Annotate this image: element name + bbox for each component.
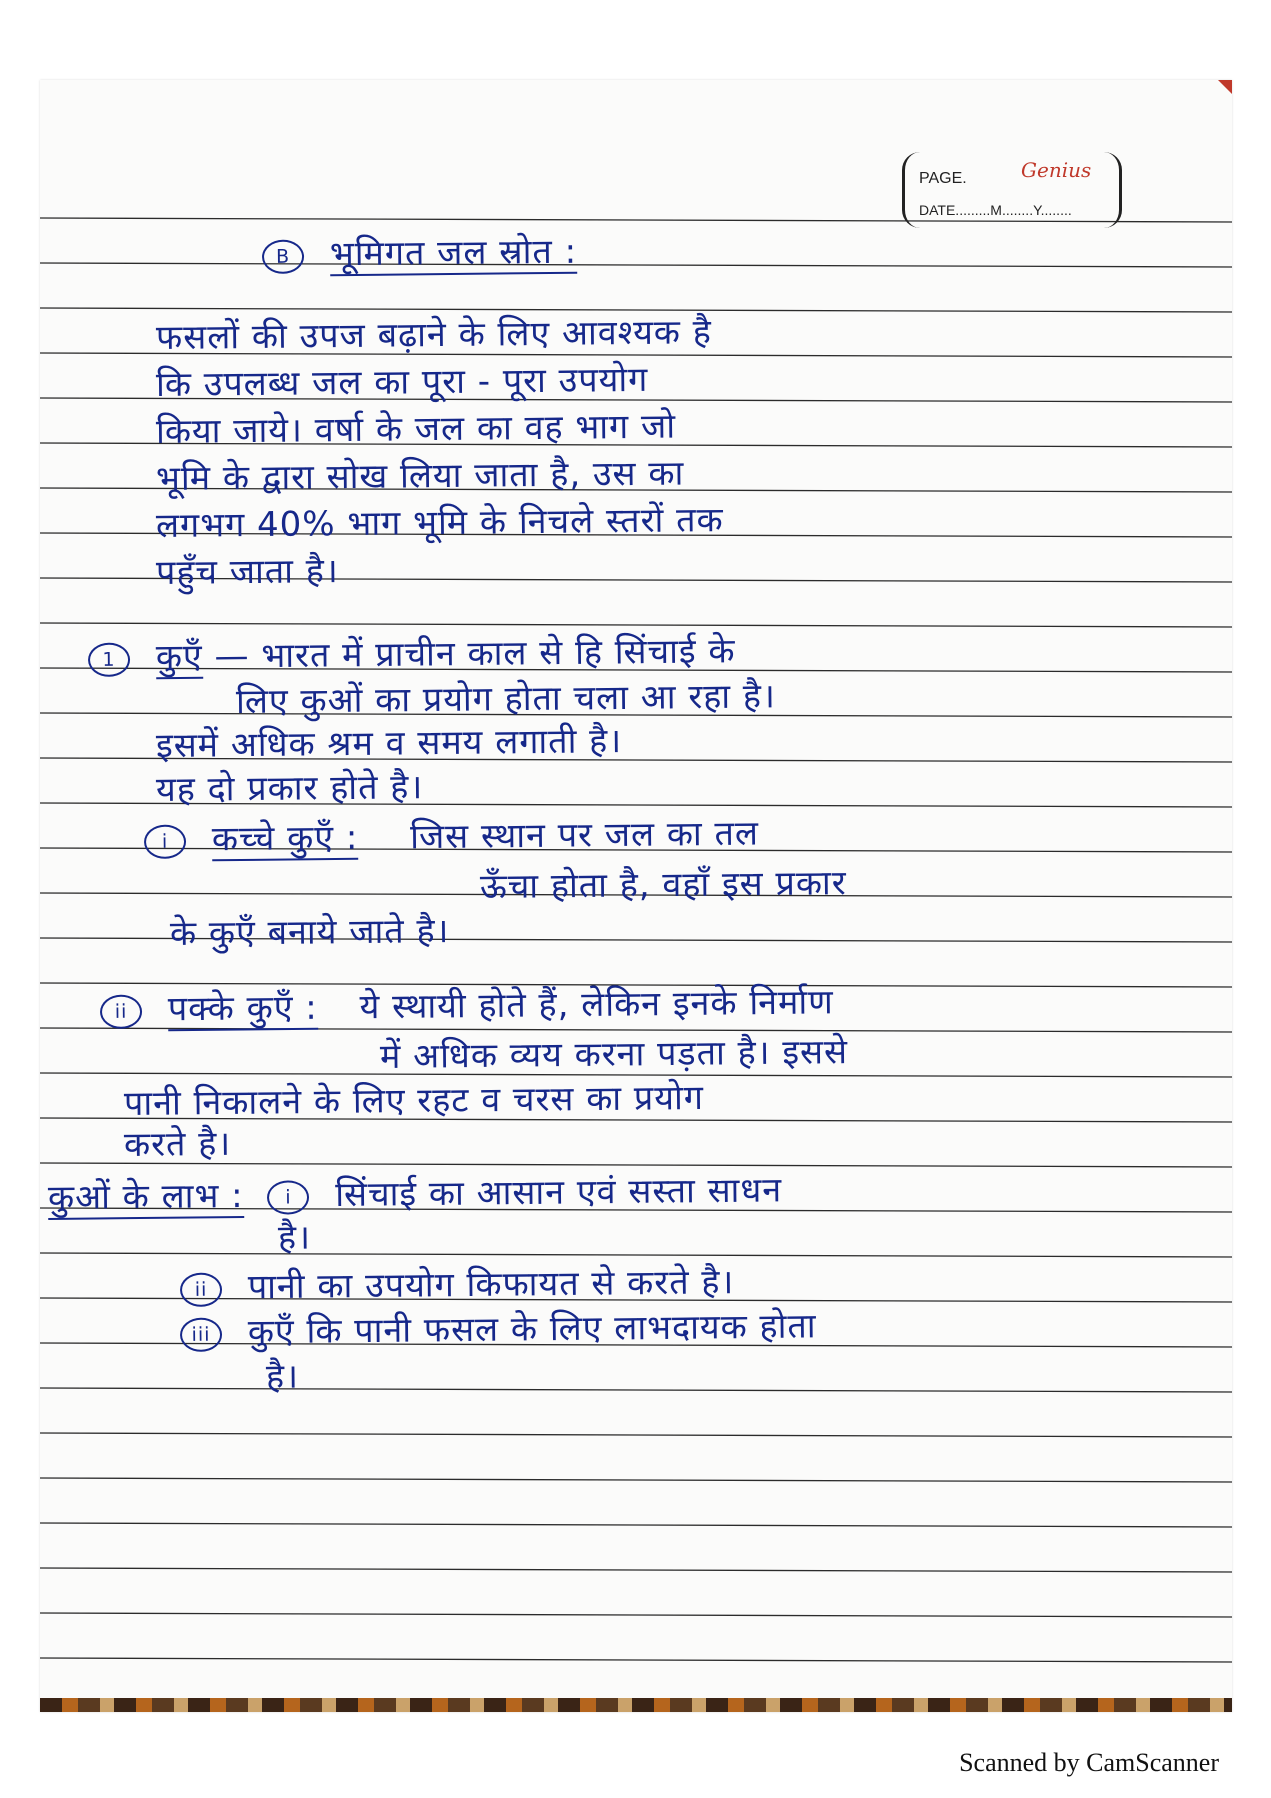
benefit-marker: ii [180,1272,222,1306]
benefits-heading-line [48,1165,783,1219]
benefit-item [180,1257,735,1309]
kachche-title: कच्चे कुएँ : [211,817,359,860]
intro-line: भूमि के द्वारा सोख लिया जाता है, उस का [155,453,685,499]
benefit-line: कुएँ कि पानी फसल के लिए लाभदायक होता [247,1306,817,1353]
intro-line: फसलों की उपज बढ़ाने के लिए आवश्यक है [155,312,712,358]
benefit-marker: iii [180,1317,222,1351]
rule-line [40,1523,1232,1527]
intro-line: लगभग 40% भाग भूमि के निचले स्तरों तक [155,500,724,546]
kachche-line: जिस स्थान पर जल का तल [409,813,760,858]
stamp-brand: Genius [1021,158,1092,182]
pakke-line: करते है। [123,1123,232,1165]
benefit-line: है। [265,1356,300,1397]
pakke-marker: ii [100,994,142,1028]
section-heading [262,227,578,276]
rule-line [40,1478,1232,1482]
benefit-item [180,1301,817,1354]
notebook-page [40,80,1232,1712]
wells-line: इसमें अधिक श्रम व समय लगाती है। [155,721,623,766]
benefit-marker: i [267,1180,309,1214]
wells-line: यह दो प्रकार होते है। [155,767,424,810]
rule-line [40,1433,1232,1437]
heading-marker: B [262,239,304,273]
kachche-line: ऊँचा होता है, वहाँ इस प्रकार [479,863,847,907]
pakke-line: ये स्थायी होते हैं, लेकिन इनके निर्माण [359,982,834,1028]
kachche-line: के कुएँ बनाये जाते है। [169,911,450,954]
scanner-watermark: Scanned by CamScanner [959,1748,1219,1777]
benefit-line: पानी का उपयोग किफायत से करते है। [247,1262,735,1308]
page-edge-stripe [40,1698,1232,1712]
intro-line: किया जाये। वर्षा के जल का वह भाग जो [155,406,677,452]
benefits-title: कुओं के लाभ : [47,1175,244,1218]
page-corner [1218,80,1232,94]
rule-line [40,1253,1232,1257]
pakke-title: पक्के कुएँ : [167,987,318,1030]
wells-title: कुएँ [155,636,203,678]
kachche-heading-line [144,809,759,861]
rule-line [40,1613,1232,1617]
kachche-marker: i [144,824,186,858]
stamp-page-label: PAGE. [919,170,967,187]
wells-marker: 1 [88,642,130,676]
pakke-heading-line [100,977,834,1031]
intro-line: कि उपलब्ध जल का पूरा - पूरा उपयोग [155,359,649,405]
rule-line [40,263,1232,267]
benefit-line: सिंचाई का आसान एवं सस्ता साधन [335,1170,783,1215]
wells-line: — भारत में प्राचीन काल से हि सिंचाई के [214,631,736,677]
rule-line [40,1388,1232,1392]
pakke-line: पानी निकालने के लिए रहट व चरस का प्रयोग [123,1077,705,1124]
wells-line: लिए कुओं का प्रयोग होता चला आ रहा है। [235,676,777,722]
heading-title: भूमिगत जल स्रोत : [329,231,578,275]
page-date-stamp [902,152,1122,228]
wells-heading-line [88,626,736,679]
rule-line [40,1568,1232,1572]
pakke-line: में अधिक व्यय करना पड़ता है। इससे [379,1032,849,1077]
rule-line [40,1658,1232,1662]
stamp-date-label: DATE.........M........Y........ [919,202,1072,218]
benefit-line: है। [277,1217,312,1258]
intro-line: पहुँच जाता है। [155,551,339,593]
